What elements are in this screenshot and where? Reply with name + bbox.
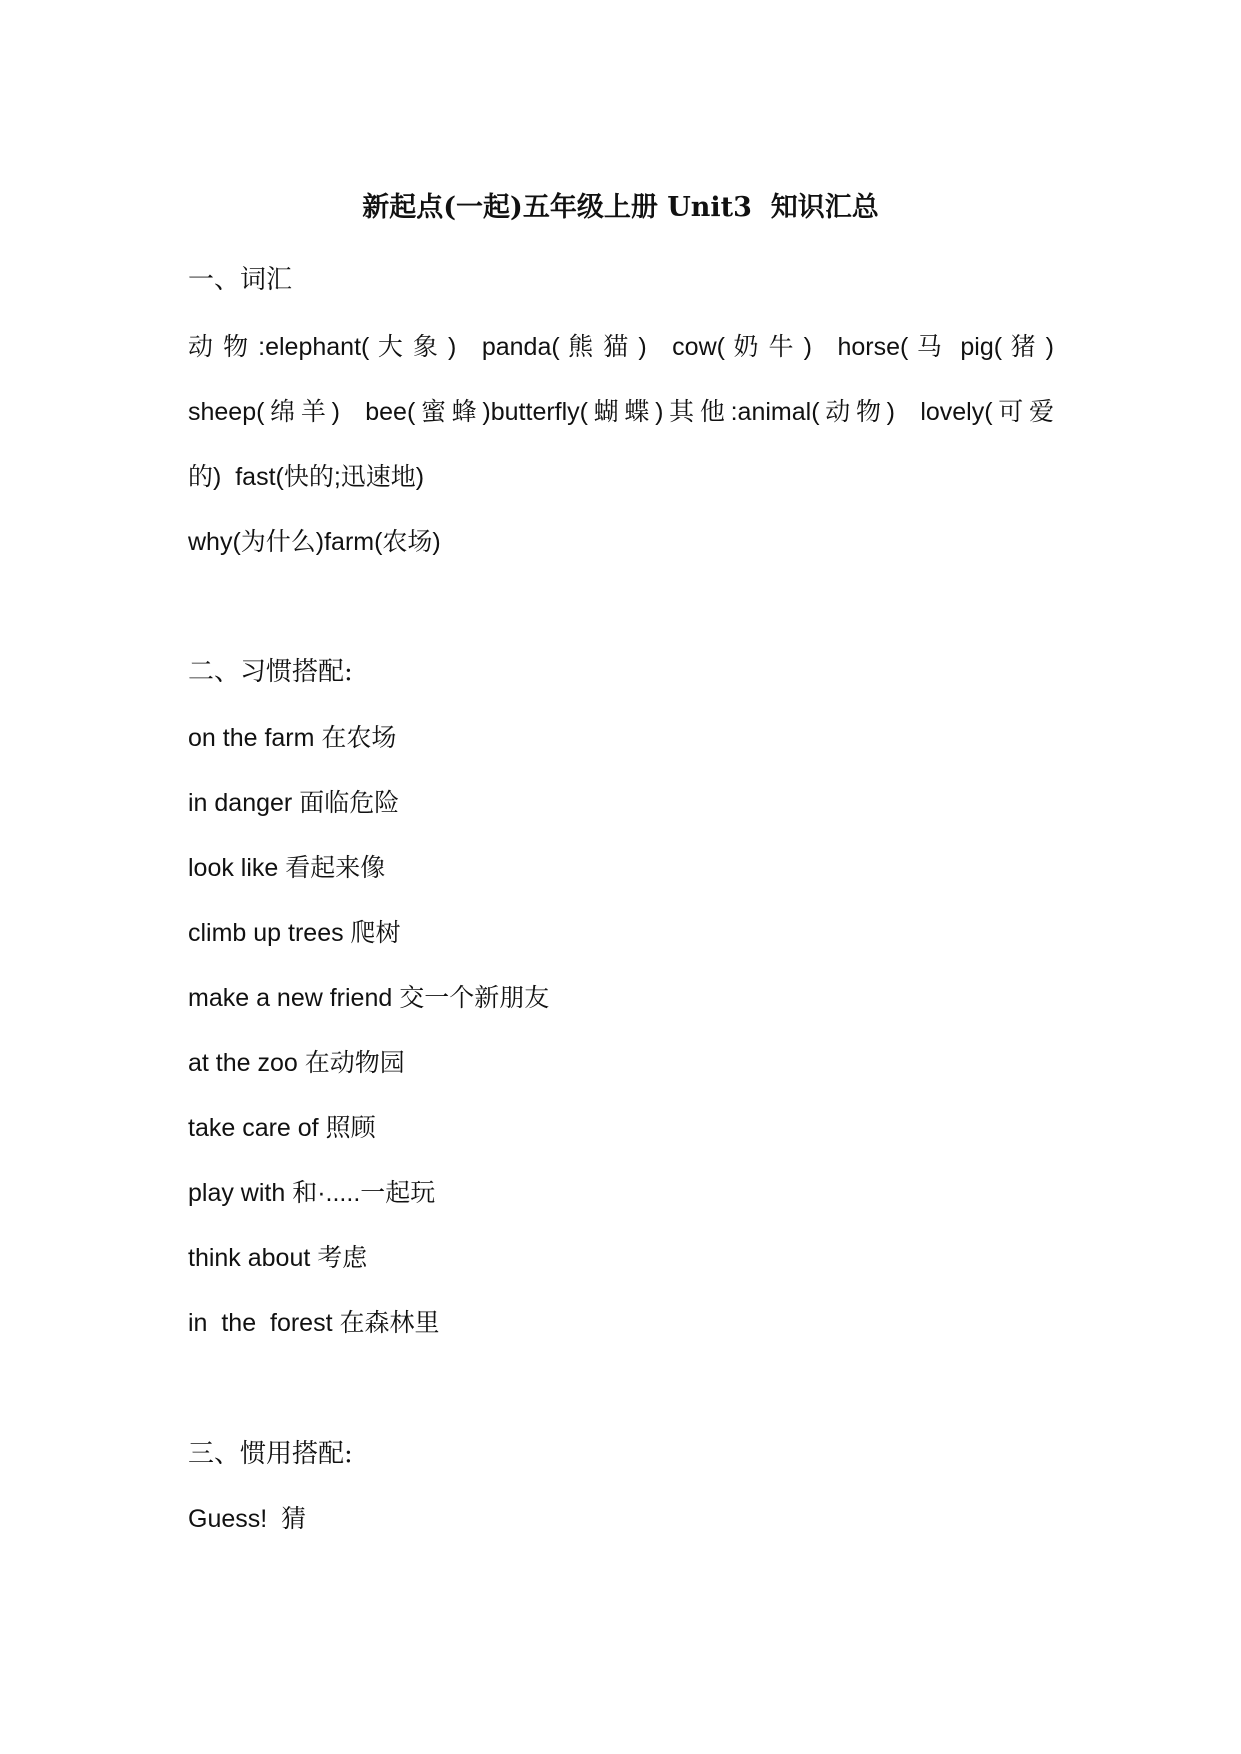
- phrase-item: on the farm 在农场: [188, 724, 397, 752]
- phrase-item: make a new friend 交一个新朋友: [188, 984, 550, 1012]
- vocabulary-line-4: why(为什么)farm(农场): [188, 528, 441, 556]
- phrase-item: Guess! 猜: [188, 1505, 307, 1533]
- section-heading-habitual-collocations: 二、习惯搭配:: [188, 657, 353, 687]
- phrase-item: in the forest 在森林里: [188, 1309, 440, 1337]
- vocabulary-line-1: 动 物 :elephant( 大 象 ) panda( 熊 猫 ) cow( 奶 牛 ) horse( 马 pig( 猪 ): [188, 333, 1054, 361]
- document-title: 新起点(一起)五年级上册 Unit3 知识汇总: [362, 192, 879, 223]
- phrase-item: climb up trees 爬树: [188, 919, 401, 947]
- phrase-item: in danger 面临危险: [188, 789, 400, 817]
- section-heading-vocabulary: 一、词汇: [188, 265, 293, 295]
- phrase-item: at the zoo 在动物园: [188, 1049, 405, 1077]
- vocabulary-line-2: sheep(绵羊) bee(蜜蜂)butterfly(蝴蝶)其他:animal(动物) lovely(可爱: [188, 398, 1054, 426]
- phrase-item: play with 和·.....一起玩: [188, 1179, 436, 1207]
- vocabulary-line-3: 的) fast(快的;迅速地): [188, 463, 425, 491]
- phrase-item: think about 考虑: [188, 1244, 368, 1272]
- section-heading-idiomatic-collocations: 三、惯用搭配:: [188, 1439, 353, 1469]
- phrase-item: look like 看起来像: [188, 854, 386, 882]
- phrase-item: take care of 照顾: [188, 1114, 376, 1142]
